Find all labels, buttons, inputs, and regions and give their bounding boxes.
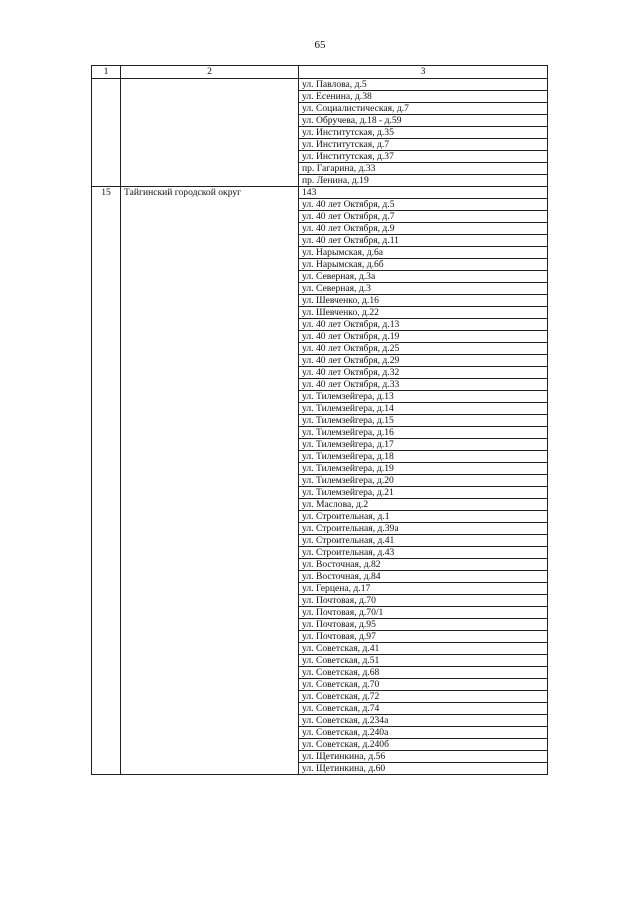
address-cell: ул. 40 лет Октября, д.33: [299, 379, 548, 391]
address-cell: ул. 40 лет Октября, д.29: [299, 355, 548, 367]
address-cell: ул. Почтовая, д.97: [299, 631, 548, 643]
address-cell: ул. 40 лет Октября, д.7: [299, 211, 548, 223]
address-cell: ул. Советская, д.234а: [299, 715, 548, 727]
page-number: 65: [314, 39, 326, 51]
address-cell: ул. 40 лет Октября, д.25: [299, 343, 548, 355]
address-table: [91, 65, 548, 775]
address-cell: ул. Герцена, д.17: [299, 583, 548, 595]
address-cell: ул. Советская, д.51: [299, 655, 548, 667]
address-cell: ул. Почтовая, д.70: [299, 595, 548, 607]
address-cell: ул. Строительная, д.39а: [299, 523, 548, 535]
address-cell: ул. 40 лет Октября, д.32: [299, 367, 548, 379]
address-cell: ул. Восточная, д.84: [299, 571, 548, 583]
address-cell: ул. 40 лет Октября, д.13: [299, 319, 548, 331]
address-cell: ул. Почтовая, д.70/1: [299, 607, 548, 619]
address-cell: ул. Советская, д.240а: [299, 727, 548, 739]
address-cell: ул. Павлова, д.5: [299, 79, 548, 91]
address-cell: ул. Советская, д.74: [299, 703, 548, 715]
header-col-3: 3: [299, 66, 548, 79]
address-cell: ул. Тилемзейгера, д.13: [299, 391, 548, 403]
address-cell: ул. Шевченко, д.16: [299, 295, 548, 307]
address-cell: ул. Щетинкина, д.60: [299, 763, 548, 775]
address-cell: ул. Институтская, д.37: [299, 151, 548, 163]
address-cell: ул. Северная, д.3: [299, 283, 548, 295]
address-cell: ул. Советская, д.41: [299, 643, 548, 655]
address-cell: ул. Щетинкина, д.56: [299, 751, 548, 763]
continuation-name-cell: [121, 79, 299, 187]
address-cell: ул. Тилемзейгера, д.15: [299, 415, 548, 427]
address-cell: ул. Советская, д.70: [299, 679, 548, 691]
header-row: [92, 66, 548, 79]
address-cell: ул. Тилемзейгера, д.16: [299, 427, 548, 439]
group-number: 15: [92, 187, 121, 775]
address-cell: ул. Тилемзейгера, д.19: [299, 463, 548, 475]
table-row: [92, 187, 548, 199]
address-cell: ул. Шевченко, д.22: [299, 307, 548, 319]
group-name: Тайгинский городской округ: [121, 187, 299, 775]
address-cell: ул. Есенина, д.38: [299, 91, 548, 103]
address-cell: ул. Советская, д.72: [299, 691, 548, 703]
address-cell: ул. Строительная, д.43: [299, 547, 548, 559]
address-cell: ул. 40 лет Октября, д.9: [299, 223, 548, 235]
address-cell: пр. Гагарина, д.33: [299, 163, 548, 175]
address-cell: ул. 40 лет Октября, д.5: [299, 199, 548, 211]
address-cell: ул. Социалистическая, д.7: [299, 103, 548, 115]
address-cell: ул. Институтская, д.35: [299, 127, 548, 139]
address-cell: ул. Нарымская, д.6б: [299, 259, 548, 271]
address-cell: ул. Строительная, д.1: [299, 511, 548, 523]
address-cell: ул. Почтовая, д.95: [299, 619, 548, 631]
address-cell: ул. Институтская, д.7: [299, 139, 548, 151]
address-cell: пр. Ленина, д.19: [299, 175, 548, 187]
address-cell: ул. 40 лет Октября, д.19: [299, 331, 548, 343]
address-cell: ул. Советская, д.68: [299, 667, 548, 679]
group-count: 143: [299, 187, 548, 199]
address-cell: ул. Маслова, д.2: [299, 499, 548, 511]
address-cell: ул. Тилемзейгера, д.17: [299, 439, 548, 451]
address-cell: ул. 40 лет Октября, д.11: [299, 235, 548, 247]
header-col-1: 1: [92, 66, 121, 79]
address-cell: ул. Строительная, д.41: [299, 535, 548, 547]
table-body: [92, 79, 548, 775]
address-cell: ул. Советская, д.240б: [299, 739, 548, 751]
address-cell: ул. Восточная, д.82: [299, 559, 548, 571]
header-col-2: 2: [121, 66, 299, 79]
address-cell: ул. Обручева, д.18 - д.59: [299, 115, 548, 127]
address-cell: ул. Северная, д.3а: [299, 271, 548, 283]
table-row: [92, 79, 548, 91]
address-cell: ул. Тилемзейгера, д.21: [299, 487, 548, 499]
continuation-number-cell: [92, 79, 121, 187]
address-cell: ул. Тилемзейгера, д.20: [299, 475, 548, 487]
address-cell: ул. Нарымская, д.6а: [299, 247, 548, 259]
address-cell: ул. Тилемзейгера, д.18: [299, 451, 548, 463]
address-cell: ул. Тилемзейгера, д.14: [299, 403, 548, 415]
